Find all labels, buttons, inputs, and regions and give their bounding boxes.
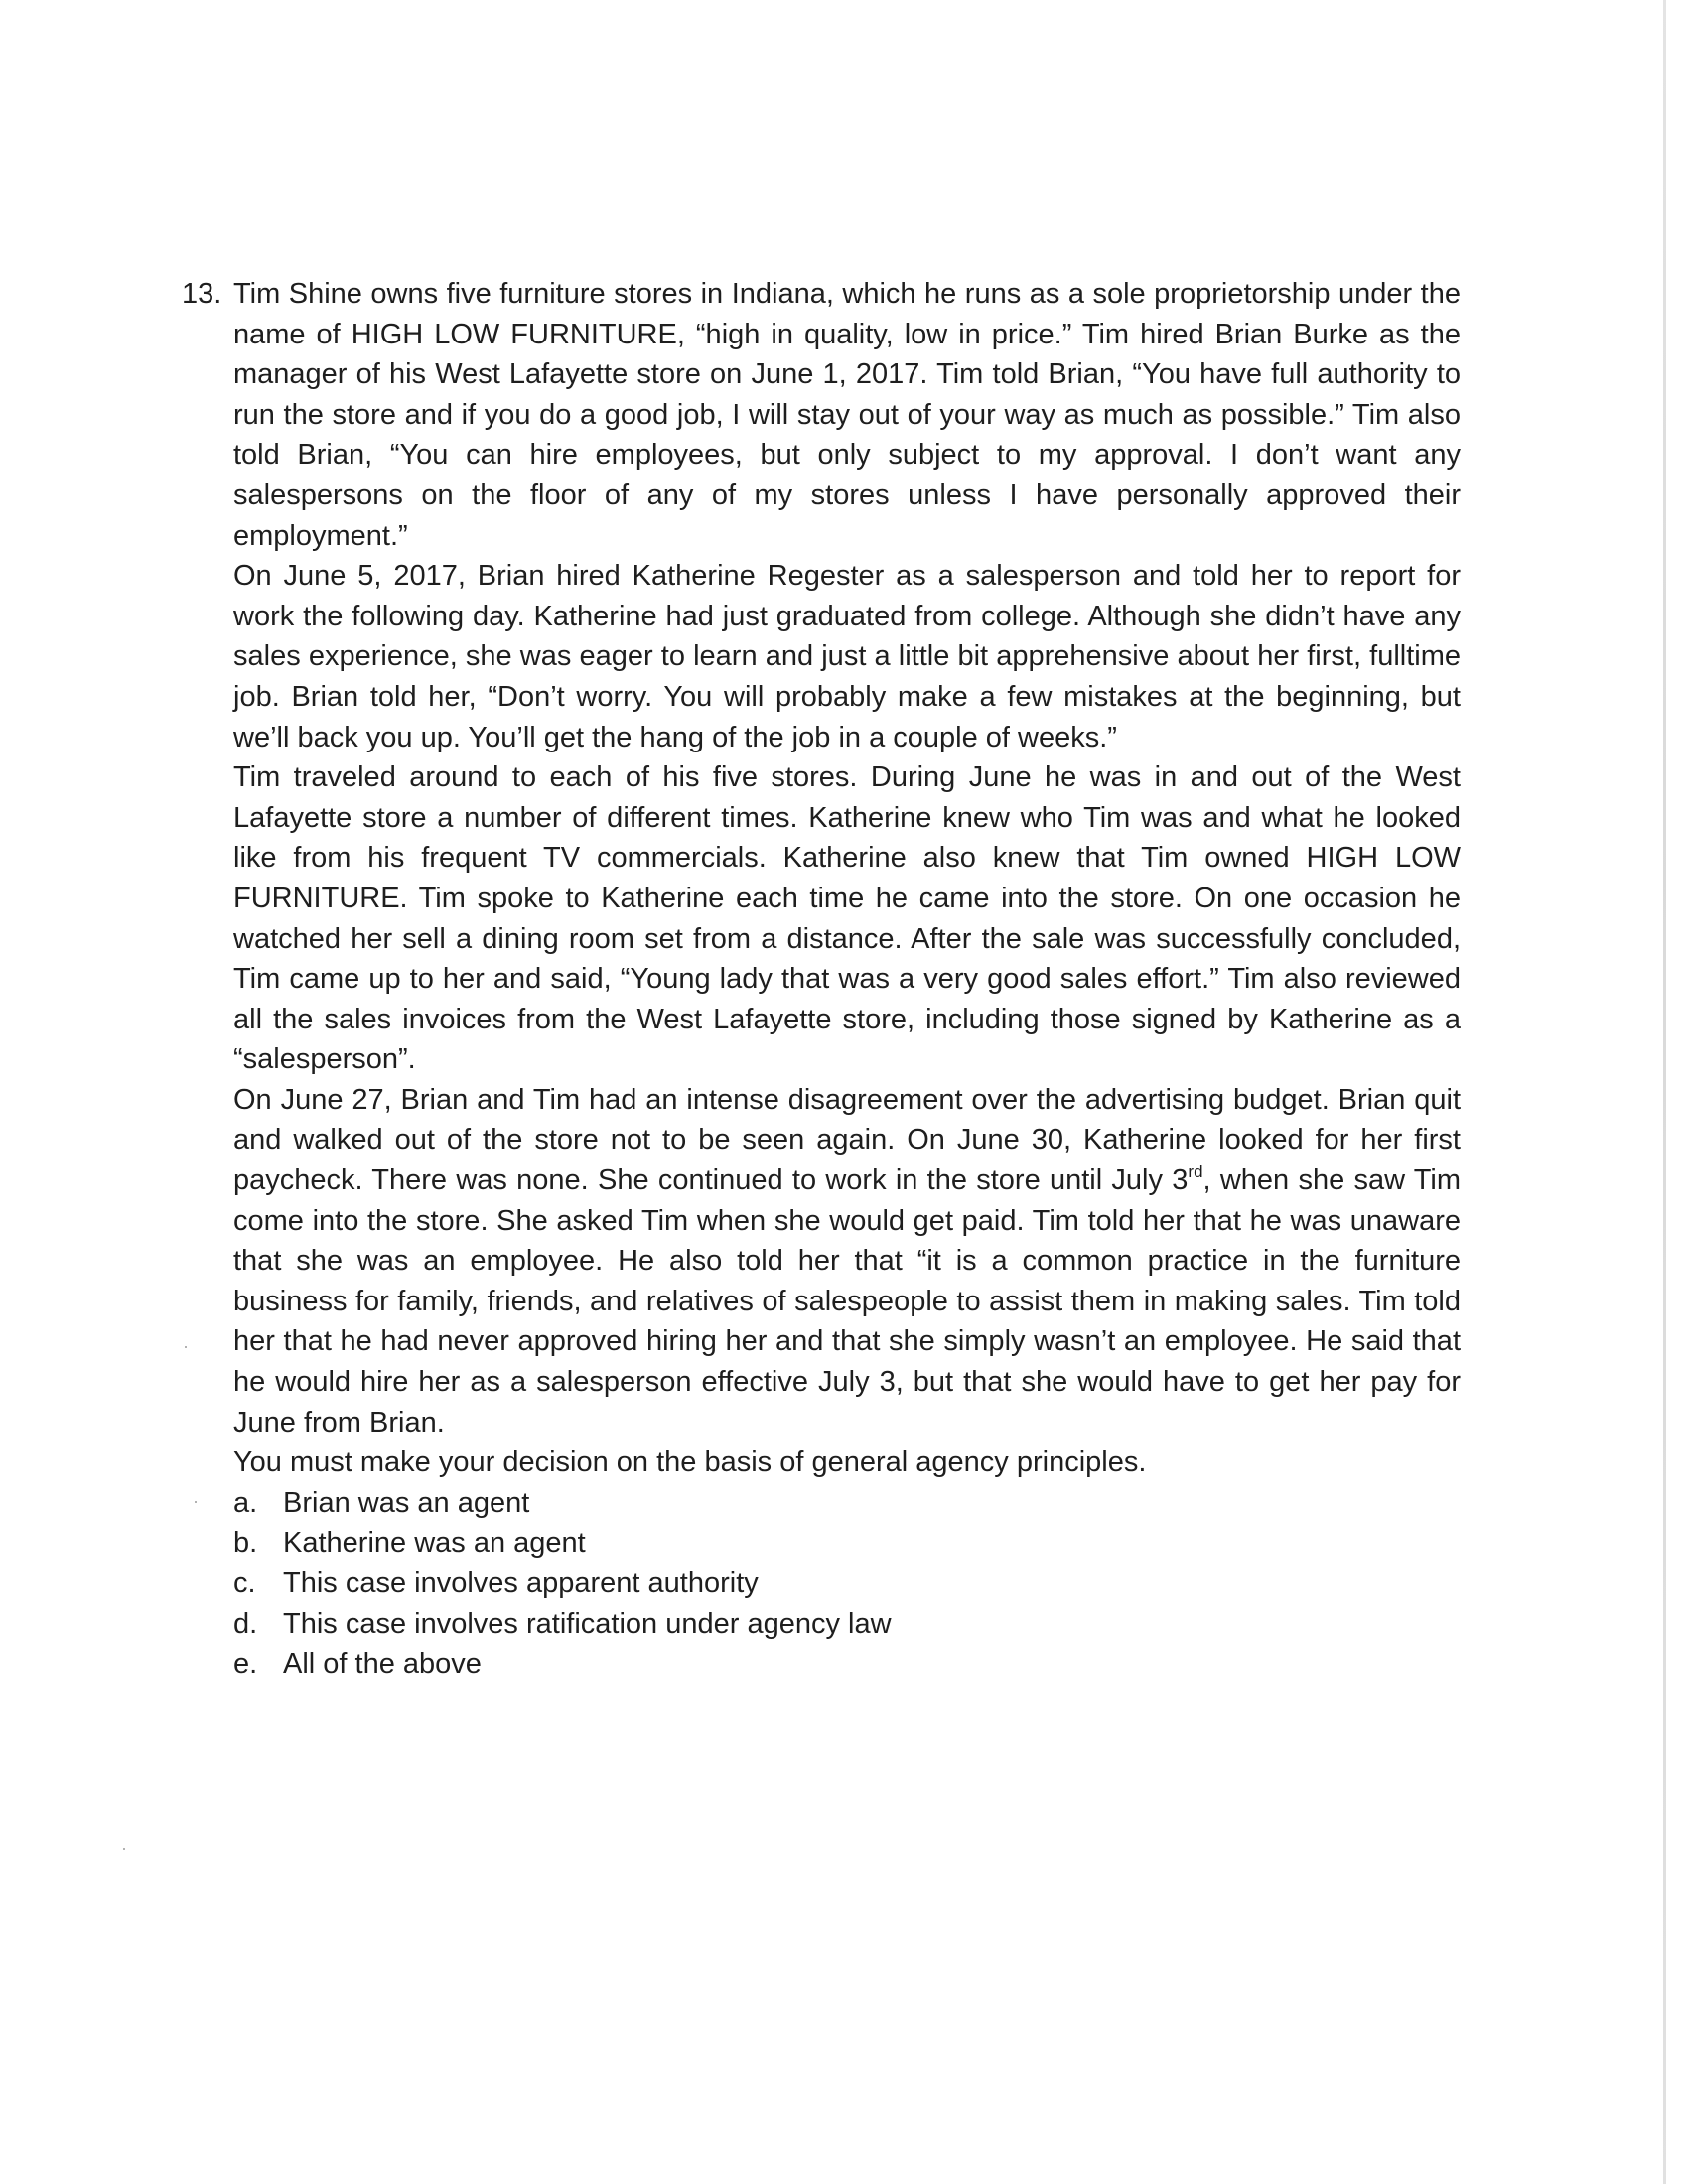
option-a xyxy=(233,1483,1461,1524)
scan-speck xyxy=(123,1848,125,1850)
option-letter: a. xyxy=(233,1486,258,1519)
option-d xyxy=(233,1604,1461,1645)
paragraph-4 xyxy=(233,1080,1461,1442)
option-b xyxy=(233,1523,1461,1564)
option-c xyxy=(233,1564,1461,1604)
paragraph-4-text-b: , when she saw Tim come into the store. She asked Tim when she would get paid. Tim told her that he was unaware that she was an employee. He also told her that “it is a common practice in the furniture business for family, friends, and relatives of salespeople to assist them in making sales. Tim told her that he had never approved hiring her and that she simply wasn’t an employee. He said that he would hire her as a salesperson effective July 3, but that she would have to get her pay for June from Brian. xyxy=(233,1164,1462,1438)
option-text: Katherine was an agent xyxy=(283,1527,586,1560)
instruction-line: You must make your decision on the basis of general agency principles. xyxy=(233,1446,1147,1479)
option-letter: b. xyxy=(233,1527,258,1560)
paragraph-2: On June 5, 2017, Brian hired Katherine Regester as a salesperson and told her to report for work the following day. Katherine had just graduated from college. Although she didn’t have any sales experience, she was eager to learn and just a little bit apprehensive about her first, fulltime job. Brian told her, “Don’t worry. You will probably make a few mistakes at the beginning, but we’ll back you up. You’ll get the hang of the job in a couple of weeks.” xyxy=(233,560,1461,753)
option-text: All of the above xyxy=(283,1648,482,1681)
option-e xyxy=(233,1644,1461,1685)
paragraph-1: Tim Shine owns five furniture stores in Indiana, which he runs as a sole proprietorship under the name of HIGH LOW FURNITURE, “high in quality, low in price.” Tim hired Brian Burke as the manager of his West Lafayette store on June 1, 2017. Tim told Brian, “You have full authority to run the store and if you do a good job, I will stay out of your way as much as possible.” Tim also told Brian, “You can hire employees, but only subject to my approval. I don’t want any salespersons on the floor of any of my stores unless I have personally approved their employment.” xyxy=(233,278,1461,552)
paragraph-3: Tim traveled around to each of his five stores. During June he was in and out of the West Lafayette store a number of different times. Katherine knew who Tim was and what he looked like from his frequent TV commercials. Katherine also knew that Tim owned HIGH LOW FURNITURE. Tim spoke to Katherine each time he came into the store. On one occasion he watched her sell a dining room set from a distance. After the sale was successfully concluded, Tim came up to her and said, “Young lady that was a very good sales effort.” Tim also reviewed all the sales invoices from the West Lafayette store, including those signed by Katherine as a “salesperson”. xyxy=(233,761,1461,1076)
scan-edge-shadow xyxy=(1663,0,1666,2184)
option-letter: c. xyxy=(233,1568,256,1599)
option-text: Brian was an agent xyxy=(283,1486,530,1519)
option-letter: e. xyxy=(233,1648,258,1681)
scan-speck xyxy=(195,1501,197,1503)
option-text: This case involves ratification under agency law xyxy=(283,1607,892,1640)
answer-options xyxy=(233,1483,1461,1685)
ordinal-superscript: rd xyxy=(1188,1162,1203,1182)
scan-speck xyxy=(185,1346,187,1348)
question-number: 13. xyxy=(182,278,222,310)
option-letter: d. xyxy=(233,1607,258,1640)
question-body xyxy=(233,274,1461,1685)
option-text: This case involves apparent authority xyxy=(283,1568,759,1599)
paragraph-4-text-a: On June 27, Brian and Tim had an intense disagreement over the advertising budget. Brian quit and walked out of the store not to be seen again. On June 30, Katherine looked for her first paycheck. There was none. She continued to work in the store until July 3 xyxy=(233,1083,1461,1197)
